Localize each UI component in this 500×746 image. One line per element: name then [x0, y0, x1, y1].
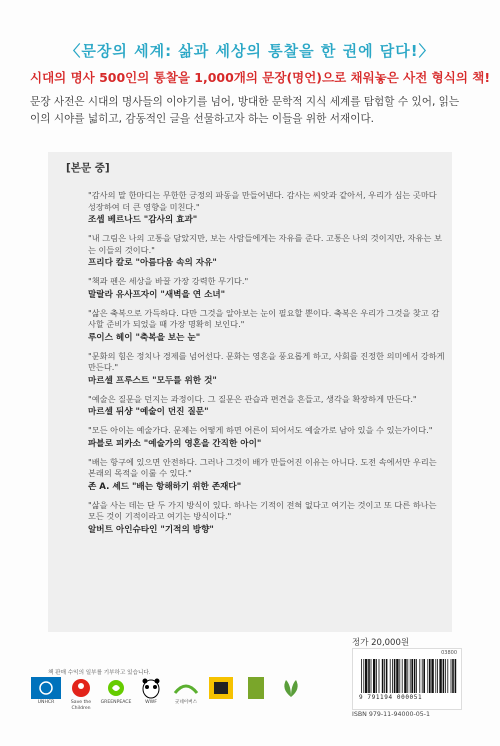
unhcr-logo — [30, 677, 62, 706]
headline: 〈문장의 세계: 삶과 세상의 통찰을 한 권에 담다!〉 — [65, 42, 435, 60]
barcode-top-code: 03800 — [441, 650, 457, 656]
quote-author: 말랄라 유사프자이 "새벽을 연 소녀" — [88, 289, 226, 300]
quote-text: "내 그림은 나의 고통을 담았지만, 보는 사람들에게는 자유를 준다. 고통은 나의 것이지만, 자유는 보는 이들의 것이다." — [88, 233, 442, 255]
logo-label: GREENPEACE — [100, 700, 132, 705]
quote-item — [88, 351, 446, 387]
quote-item — [88, 394, 446, 419]
quote-text: "문화의 힘은 정치나 경제를 넘어선다. 문화는 영혼을 풍요롭게 하고, 사회를 진정한 의미에서 강하게 만든다." — [88, 350, 445, 372]
quote-text: "배는 항구에 있으면 안전하다. 그러나 그것이 배가 만들어진 이유는 아니다. 도전 속에서만 우리는 본래의 목적을 이룰 수 있다." — [88, 456, 437, 478]
logo-label: WWF — [145, 700, 157, 705]
quote-text: "책과 펜은 세상을 바꿀 가장 강력한 무기다." — [88, 276, 249, 286]
save-the-children-logo — [65, 677, 97, 711]
quote-text: "예술은 질문을 던지는 과정이다. 그 질문은 관습과 편견을 흔들고, 생각을 확장하게 만든다." — [88, 393, 417, 404]
quote-list — [88, 190, 446, 543]
quote-item — [88, 425, 446, 450]
quote-author: 프리다 칼로 "아름다움 속의 자유" — [88, 258, 217, 268]
logo-label: UNHCR — [37, 700, 55, 705]
quote-author: 마르셀 뒤샹 "예술이 던진 질문" — [88, 407, 209, 417]
donation-note: 책 판매 수익의 일부를 기부하고 있습니다. — [48, 670, 151, 676]
quote-item — [88, 500, 446, 536]
yellow-logo — [205, 677, 237, 699]
quote-item — [88, 308, 446, 344]
quote-item — [88, 190, 446, 226]
intro-paragraph: 문장 사전은 시대의 명사들의 이야기를 넘어, 방대한 문학적 지식 세계를 탐험할 수 있어, 읽는 이의 시야를 넓히고, 감동적인 글을 선물하고자 하는 이들을 위한 서재이다. — [30, 96, 460, 125]
charity-logos — [30, 677, 307, 711]
quote-author: 루이스 헤이 "축복을 보는 눈" — [88, 332, 201, 343]
quote-text: "모든 아이는 예술가다. 문제는 어떻게 하면 어른이 되어서도 예술가로 남아 있을 수 있는가이다." — [88, 425, 433, 435]
excerpt-title: [본문 중] — [66, 162, 110, 174]
quote-item — [88, 457, 446, 493]
quote-author: 마르셀 프루스트 "모두를 위한 것" — [88, 375, 217, 386]
price-label: 정가 20,000원 — [352, 638, 410, 648]
barcode-number: 9 791194 000051 — [359, 694, 423, 701]
isbn-label: ISBN 979-11-94000-05-1 — [352, 711, 431, 718]
logo-label: Save the Children — [70, 700, 92, 711]
quote-author: 존 A. 셰드 "배는 항해하기 위한 존재다" — [88, 481, 242, 492]
quote-text: "삶은 축복으로 가득하다. 다만 그것을 알아보는 눈이 필요할 뿐이다. 축복은 우리가 그것을 찾고 감사할 준비가 되었을 때 가장 명확히 보인다." — [88, 307, 440, 329]
greenpeace-logo — [100, 677, 132, 706]
wwf-logo — [135, 677, 167, 706]
goodneighbors-logo — [170, 677, 202, 706]
quote-item — [88, 233, 446, 269]
subheadline: 시대의 명사 500인의 통찰을 1,000개의 문장(명언)으로 채워놓은 사전 형식의 책! — [30, 70, 491, 85]
quote-author: 알버트 아인슈타인 "기적의 방향" — [88, 524, 214, 535]
barcode — [352, 648, 462, 710]
logo-label: 굿네이버스 — [174, 700, 198, 705]
quote-text: "삶을 사는 데는 단 두 가지 방식이 있다. 하나는 기적이 전혀 없다고 여기는 것이고 또 다른 하나는 모든 것이 기적이라고 여기는 방식이다." — [88, 499, 437, 521]
green-org-logo — [240, 677, 272, 699]
quote-author: 조셉 베르나드 "감사의 효과" — [88, 215, 198, 225]
quote-author: 파블로 피카소 "예술가의 영혼을 간직한 아이" — [88, 438, 262, 449]
barcode-bars-icon — [359, 659, 457, 693]
leaf-logo — [275, 677, 307, 699]
excerpt-panel — [48, 152, 452, 632]
quote-text: "감사의 말 한마디는 무한한 긍정의 파동을 만들어낸다. 감사는 씨앗과 같아서, 우리가 심는 곳마다 성장하여 더 큰 영향을 미친다." — [88, 190, 437, 212]
quote-item — [88, 276, 446, 301]
